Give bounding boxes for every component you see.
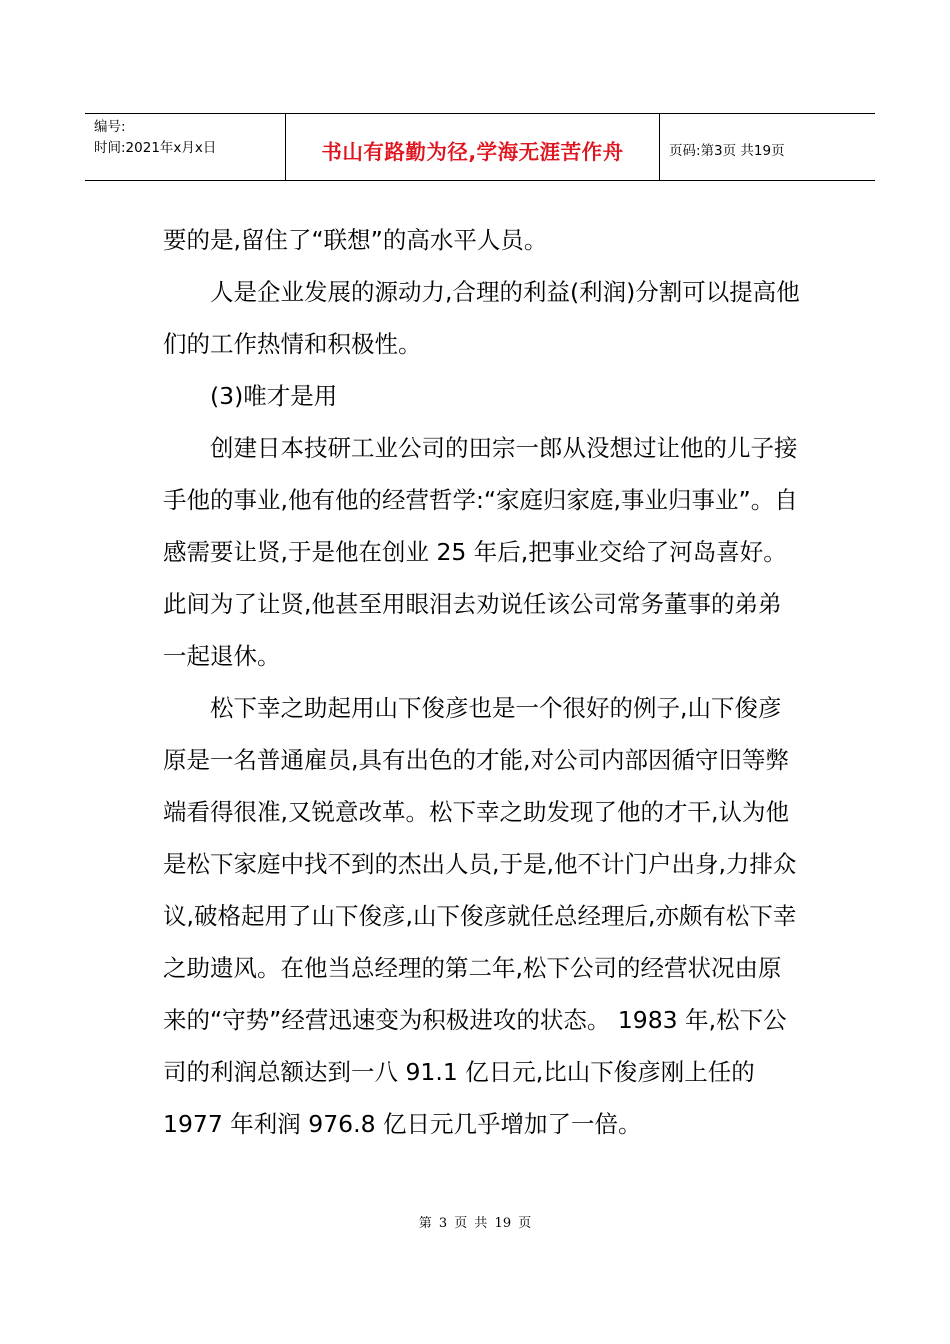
header-page-label: 页码:第3页 共19页: [669, 143, 785, 159]
page-footer: 第 3 页 共 19 页: [418, 1216, 532, 1231]
document-body: [163, 214, 803, 1150]
header-motto: 书山有路勤为径,学海无涯苦作舟: [286, 114, 660, 180]
section-heading: (3)唯才是用: [210, 382, 338, 410]
paragraph: 松下幸之助起用山下俊彦也是一个很好的例子,山下俊彦原是一名普通雇员,具有出色的才能,对公司内部因循守旧等弊端看得很准,又锐意改革。松下幸之助发现了他的才干,认为他是松下家庭中找不到的杰出人员,于是,他不计门户出身,力排众议,破格起用了山下俊彦,山下俊彦就任总经理后,亦颇有松下幸之助遗风。在他当总经理的第二年,松下公司的经营状况由原来的“守势”经营迅速变为积极进攻的状态。 1983 年,松下公司的利润总额达到一八 91.1 亿日元,比山下俊彦刚上任的 1977 年利润 976.8 亿日元几乎增加了一倍。: [163, 694, 797, 1138]
document-time-label: 时间:2021年x月x日: [94, 140, 217, 156]
document-number-label: 编号:: [94, 119, 126, 135]
header-meta-cell: [85, 114, 286, 180]
paragraph-continuation: 要的是,留住了“联想”的高水平人员。: [163, 226, 548, 254]
paragraph: 人是企业发展的源动力,合理的利益(利润)分割可以提高他们的工作热情和积极性。: [163, 278, 800, 358]
document-header: [85, 113, 875, 181]
paragraph: 创建日本技研工业公司的田宗一郎从没想过让他的儿子接手他的事业,他有他的经营哲学:“家庭归家庭,事业归事业”。自感需要让贤,于是他在创业 25 年后,把事业交给了河岛喜好。此间为了让贤,他甚至用眼泪去劝说任该公司常务董事的弟弟一起退休。: [163, 434, 798, 670]
